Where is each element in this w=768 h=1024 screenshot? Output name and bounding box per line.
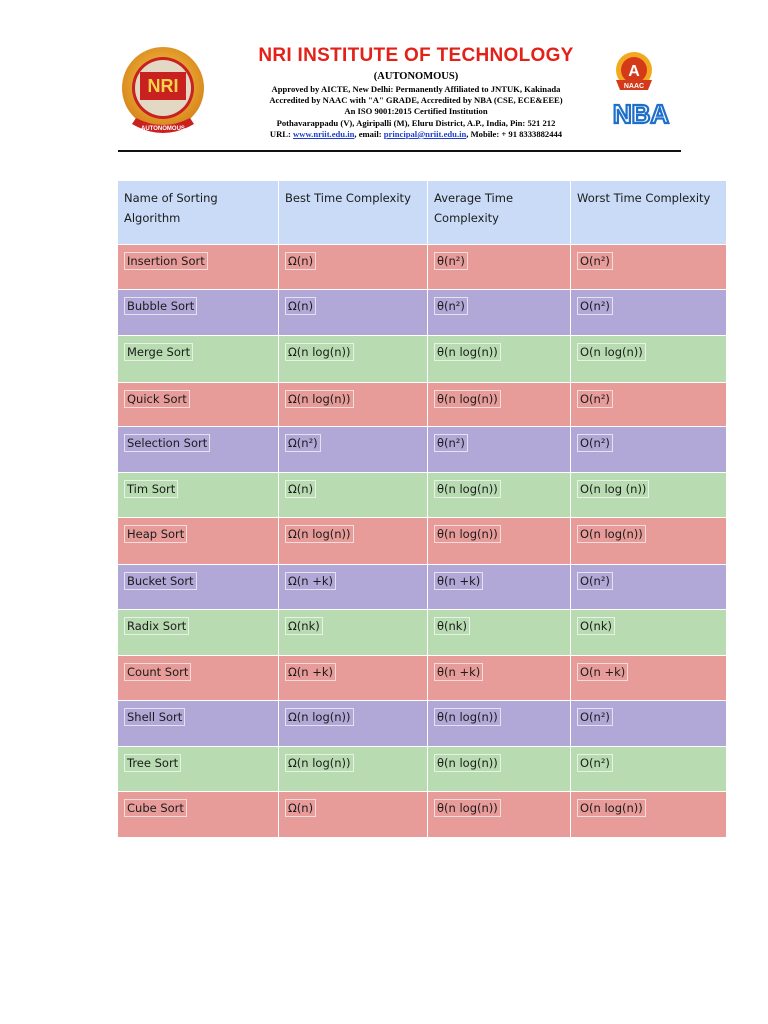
average-complexity-cell-text: θ(n²) (434, 252, 468, 270)
best-complexity-cell-text: Ω(n) (285, 480, 316, 498)
best-complexity-cell-text: Ω(n) (285, 252, 316, 270)
nba-logo (612, 98, 670, 128)
institute-logo (120, 42, 206, 140)
average-complexity-cell (428, 792, 571, 837)
website-link[interactable]: www.nriit.edu.in (293, 128, 355, 139)
best-complexity-cell-text: Ω(n log(n)) (285, 754, 354, 772)
average-complexity-cell (428, 656, 571, 700)
worst-complexity-cell-text: O(n²) (577, 708, 613, 726)
table-header-row (118, 181, 726, 245)
best-complexity-cell-text: Ω(nk) (285, 617, 323, 635)
naac-logo (606, 50, 662, 96)
algorithm-name-cell (118, 290, 279, 335)
worst-complexity-cell (571, 290, 726, 335)
average-complexity-cell-text: θ(n log(n)) (434, 343, 501, 361)
email-label: , email: (354, 128, 384, 139)
table-row (118, 656, 726, 701)
url-label: URL: (269, 128, 294, 139)
column-header-worst (571, 181, 726, 244)
worst-complexity-cell-text: O(nk) (577, 617, 615, 635)
address-line: Pothavarappadu (V), Agiripalli (M), Eluru District, A.P., India, Pin: 521 212 (276, 117, 556, 128)
worst-complexity-cell-text: O(n²) (577, 390, 613, 408)
algorithm-name-cell-text: Shell Sort (124, 708, 185, 726)
average-complexity-cell-text: θ(n²) (434, 434, 468, 452)
table-body (118, 245, 726, 838)
worst-complexity-cell (571, 656, 726, 700)
algorithm-name-cell-text: Tree Sort (124, 754, 181, 772)
best-complexity-cell (279, 383, 428, 426)
algorithm-name-cell (118, 792, 279, 837)
best-complexity-cell-text: Ω(n) (285, 297, 316, 315)
algorithm-name-cell-text: Quick Sort (124, 390, 190, 408)
algorithm-name-cell (118, 336, 279, 382)
average-complexity-cell-text: θ(nk) (434, 617, 470, 635)
worst-complexity-cell-text: O(n +k) (577, 663, 628, 681)
algorithm-name-cell-text: Bubble Sort (124, 297, 197, 315)
worst-complexity-cell (571, 427, 726, 472)
worst-complexity-cell-text: O(n²) (577, 754, 613, 772)
best-complexity-cell (279, 656, 428, 700)
algorithm-name-cell (118, 383, 279, 426)
worst-complexity-cell (571, 473, 726, 517)
worst-complexity-cell-text: O(n log(n)) (577, 343, 646, 361)
worst-complexity-cell-text: O(n log(n)) (577, 525, 646, 543)
table-row (118, 747, 726, 792)
best-complexity-cell-text: Ω(n²) (285, 434, 321, 452)
worst-complexity-cell-text: O(n log (n)) (577, 480, 649, 498)
algorithm-name-cell-text: Heap Sort (124, 525, 187, 543)
best-complexity-cell (279, 427, 428, 472)
average-complexity-cell-text: θ(n +k) (434, 663, 483, 681)
best-complexity-cell-text: Ω(n log(n)) (285, 343, 354, 361)
svg-text:AUTONOMOUS: AUTONOMOUS (141, 126, 185, 132)
worst-complexity-cell (571, 383, 726, 426)
mobile-text: , Mobile: + 91 8333882444 (466, 128, 563, 139)
average-complexity-cell (428, 565, 571, 609)
average-complexity-cell (428, 610, 571, 655)
average-complexity-cell (428, 290, 571, 335)
worst-complexity-cell-text: O(n²) (577, 434, 613, 452)
iso-line: An ISO 9001:2015 Certified Institution (344, 106, 488, 117)
best-complexity-cell (279, 336, 428, 382)
table-row (118, 473, 726, 518)
table-row (118, 245, 726, 290)
accreditation-line: Accredited by NAAC with "A" GRADE, Accredited by NBA (CSE, ECE&EEE) (269, 95, 563, 106)
algorithm-name-cell-text: Bucket Sort (124, 572, 197, 590)
column-header-name (118, 181, 279, 244)
email-link[interactable]: principal@nriit.edu.in (383, 128, 467, 139)
algorithm-name-cell (118, 701, 279, 746)
approval-line: Approved by AICTE, New Delhi: Permanently Affiliated to JNTUK, Kakinada (271, 84, 561, 94)
worst-complexity-cell-text: O(n log(n)) (577, 799, 646, 817)
average-complexity-cell-text: θ(n log(n)) (434, 525, 501, 543)
worst-complexity-cell-text: O(n²) (577, 252, 613, 270)
average-complexity-cell-text: θ(n log(n)) (434, 799, 501, 817)
sorting-complexity-table (118, 181, 726, 838)
best-complexity-cell (279, 610, 428, 655)
best-complexity-cell-text: Ω(n) (285, 799, 316, 817)
worst-complexity-cell-text: O(n²) (577, 297, 613, 315)
column-header-worst-text: Worst Time Complexity (577, 191, 711, 205)
table-row (118, 610, 726, 656)
best-complexity-cell (279, 747, 428, 791)
average-complexity-cell (428, 518, 571, 564)
best-complexity-cell-text: Ω(n log(n)) (285, 390, 354, 408)
average-complexity-cell (428, 336, 571, 382)
algorithm-name-cell-text: Tim Sort (124, 480, 178, 498)
best-complexity-cell-text: Ω(n +k) (285, 663, 336, 681)
table-row (118, 518, 726, 565)
algorithm-name-cell (118, 610, 279, 655)
algorithm-name-cell (118, 473, 279, 517)
svg-text:NAAC: NAAC (623, 83, 645, 90)
average-complexity-cell-text: θ(n log(n)) (434, 708, 501, 726)
worst-complexity-cell (571, 565, 726, 609)
svg-text:A: A (628, 63, 640, 80)
algorithm-name-cell (118, 518, 279, 564)
average-complexity-cell (428, 701, 571, 746)
algorithm-name-cell-text: Selection Sort (124, 434, 210, 452)
svg-text:NBA: NBA (612, 99, 670, 128)
column-header-best-text: Best Time Complexity (285, 191, 411, 205)
best-complexity-cell (279, 290, 428, 335)
best-complexity-cell (279, 792, 428, 837)
worst-complexity-cell-text: O(n²) (577, 572, 613, 590)
best-complexity-cell (279, 245, 428, 289)
average-complexity-cell (428, 383, 571, 426)
letterhead-text (226, 44, 606, 140)
average-complexity-cell (428, 427, 571, 472)
algorithm-name-cell (118, 747, 279, 791)
best-complexity-cell (279, 701, 428, 746)
header-divider (118, 150, 681, 152)
algorithm-name-cell (118, 565, 279, 609)
column-header-average (428, 181, 571, 244)
best-complexity-cell (279, 565, 428, 609)
worst-complexity-cell (571, 518, 726, 564)
worst-complexity-cell (571, 610, 726, 655)
table-row (118, 701, 726, 747)
algorithm-name-cell (118, 427, 279, 472)
algorithm-name-cell-text: Insertion Sort (124, 252, 208, 270)
column-header-best (279, 181, 428, 244)
best-complexity-cell-text: Ω(n log(n)) (285, 708, 354, 726)
algorithm-name-cell (118, 245, 279, 289)
algorithm-name-cell (118, 656, 279, 700)
contact-line (226, 129, 606, 140)
average-complexity-cell (428, 747, 571, 791)
column-header-average-line1: Average Time (434, 191, 514, 205)
svg-text:NRI: NRI (147, 76, 179, 96)
autonomous-label: (AUTONOMOUS) (373, 71, 459, 82)
table-row (118, 383, 726, 427)
best-complexity-cell-text: Ω(n log(n)) (285, 525, 354, 543)
worst-complexity-cell (571, 792, 726, 837)
worst-complexity-cell (571, 701, 726, 746)
average-complexity-cell-text: θ(n²) (434, 297, 468, 315)
table-row (118, 336, 726, 383)
table-row (118, 565, 726, 610)
table-row (118, 792, 726, 838)
column-header-average-line2: Complexity (434, 211, 499, 225)
average-complexity-cell (428, 473, 571, 517)
average-complexity-cell-text: θ(n log(n)) (434, 390, 501, 408)
institute-name: NRI INSTITUTE OF TECHNOLOGY (258, 45, 574, 66)
average-complexity-cell (428, 245, 571, 289)
worst-complexity-cell (571, 245, 726, 289)
algorithm-name-cell-text: Count Sort (124, 663, 191, 681)
best-complexity-cell (279, 473, 428, 517)
worst-complexity-cell (571, 747, 726, 791)
average-complexity-cell-text: θ(n +k) (434, 572, 483, 590)
letterhead (118, 40, 681, 148)
best-complexity-cell-text: Ω(n +k) (285, 572, 336, 590)
algorithm-name-cell-text: Radix Sort (124, 617, 189, 635)
table-row (118, 290, 726, 336)
worst-complexity-cell (571, 336, 726, 382)
algorithm-name-cell-text: Cube Sort (124, 799, 187, 817)
average-complexity-cell-text: θ(n log(n)) (434, 754, 501, 772)
column-header-name-text: Name of Sorting Algorithm (124, 191, 218, 225)
best-complexity-cell (279, 518, 428, 564)
algorithm-name-cell-text: Merge Sort (124, 343, 193, 361)
table-row (118, 427, 726, 473)
average-complexity-cell-text: θ(n log(n)) (434, 480, 501, 498)
